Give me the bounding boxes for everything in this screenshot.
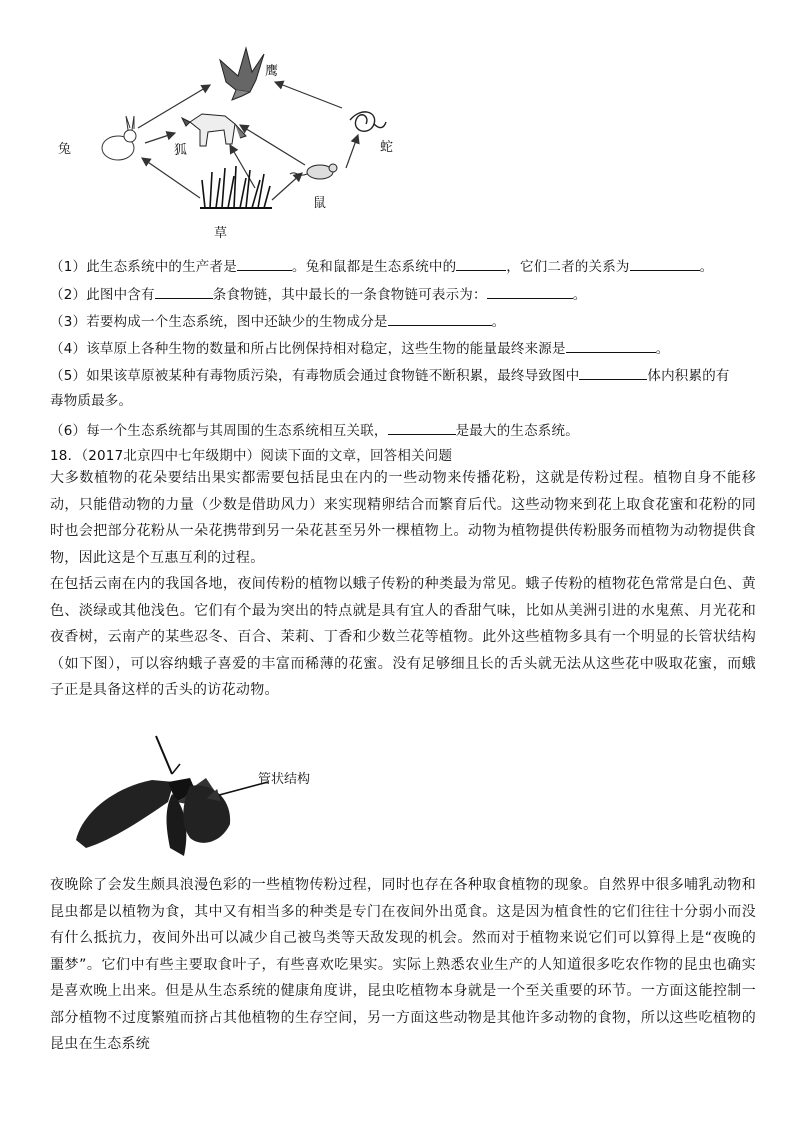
label-rabbit: 兔 [58,142,72,157]
answer-blank-1a[interactable] [237,257,292,271]
article-block-2 [50,872,756,1058]
arrow-grass-to-rabbit [142,158,200,198]
article-paragraph-3: 夜晚除了会发生颇具浪漫色彩的一些植物传粉过程，同时也存在各种取食植物的现象。自然界中很多哺乳动物和昆虫都是以植物为食，其中又有相当多的种类是专门在夜间外出觅食。这是因为植食性的它们往往十分弱小而没有什么抵抗力，夜间外出可以减少自己被鸟类等天敌发现的机会。然而对于植物来说它们可以算得上是“夜晚的噩梦”。它们中有些主要取食叶子，有些喜欢吃果实。实际上熟悉农业生产的人知道很多吃农作物的昆虫也确实是喜欢晚上出来。但是从生态系统的健康角度讲，昆虫吃植物本身就是一个至关重要的环节。一方面这能控制一部分植物不过度繁殖而挤占其他植物的生存空间，另一方面这些动物是其他许多动物的食物，所以这些吃植物的昆虫在生态系统 [50,877,756,1052]
moth-figure [72,728,332,858]
arrow-mouse-to-fox [240,125,305,165]
food-web-figure [50,40,410,240]
article-paragraph-1: 大多数植物的花朵要结出果实都需要包括昆虫在内的一些动物来传播花粉，这就是传粉过程。植物自身不能移动，只能借动物的力量（少数是借助风力）来实现精卵结合而繁育后代。这些动物来到花上取食花蜜和花粉的同时也会把部分花粉从一朵花携带到另一朵花甚至另外一棵植物上。动物为植物提供传粉服务而植物为动物提供食物，因此这是个互惠互利的过程。 [50,470,756,566]
tube-structure-label: 管状结构 [258,772,311,787]
question-1: （1）此生态系统中的生产者是 。兔和鼠都是生态系统中的 ，它们二者的关系为 。 [50,259,714,275]
moth-flower-drawing [72,728,332,858]
question-2: （2）此图中含有 条食物链，其中最长的一条食物链可表示为： 。 [50,287,587,303]
arrow-rabbit-to-fox [145,133,175,143]
answer-blank-3[interactable] [388,312,492,326]
rabbit-drawing [102,116,136,160]
label-grass: 草 [214,226,228,241]
label-mouse: 鼠 [313,196,327,211]
answer-blank-1c[interactable] [630,257,700,271]
answer-blank-2b[interactable] [487,285,573,299]
answer-blank-5[interactable] [579,366,647,380]
arrow-mouse-to-snake [346,135,358,168]
question-5: （5）如果该草原被某种有毒物质污染，有毒物质会通过食物链不断积累，最终导致图中 体内积累的有 [50,368,730,384]
answer-blank-6[interactable] [388,421,456,435]
question-18-heading: 18．（2017北京四中七年级期中）阅读下面的文章，回答相关问题 [50,448,453,464]
eagle-drawing [220,48,264,100]
arrow-grass-to-mouse [272,173,302,200]
arrow-snake-to-eagle [275,82,342,108]
question-3: （3）若要构成一个生态系统，图中还缺少的生物成分是 。 [50,314,506,330]
answer-blank-4[interactable] [566,339,656,353]
label-fox: 狐 [174,143,188,158]
label-snake: 蛇 [380,140,394,155]
food-web-diagram [50,40,410,240]
fox-drawing [182,114,246,146]
article-block-1 [50,465,756,704]
answer-blank-1b[interactable] [456,257,506,271]
grass-drawing [200,166,272,208]
snake-drawing [350,112,386,131]
question-6: （6）每一个生态系统都与其周围的生态系统相互关联， 是最大的生态系统。 [50,423,579,439]
label-eagle: 鹰 [265,64,279,79]
question-4: （4）该草原上各种生物的数量和所占比例保持相对稳定，这些生物的能量最终来源是 。 [50,341,670,357]
question-5-continued: 毒物质最多。 [50,393,133,409]
answer-blank-2a[interactable] [155,285,213,299]
article-paragraph-2: 在包括云南在内的我国各地，夜间传粉的植物以蛾子传粉的种类最为常见。蛾子传粉的植物花色常常是白色、黄色、淡绿或其他浅色。它们有个最为突出的特点就是具有宜人的香甜气味，比如从美洲引进的水鬼蕉、月光花和夜香树，云南产的某些忍冬、百合、茉莉、丁香和少数兰花等植物。此外这些植物多具有一个明显的长管状结构（如下图），可以容纳蛾子喜爱的丰富而稀薄的花蜜。没有足够细且长的舌头就无法从这些花中吸取花蜜，而蛾子正是具备这样的舌头的访花动物。 [50,576,756,698]
